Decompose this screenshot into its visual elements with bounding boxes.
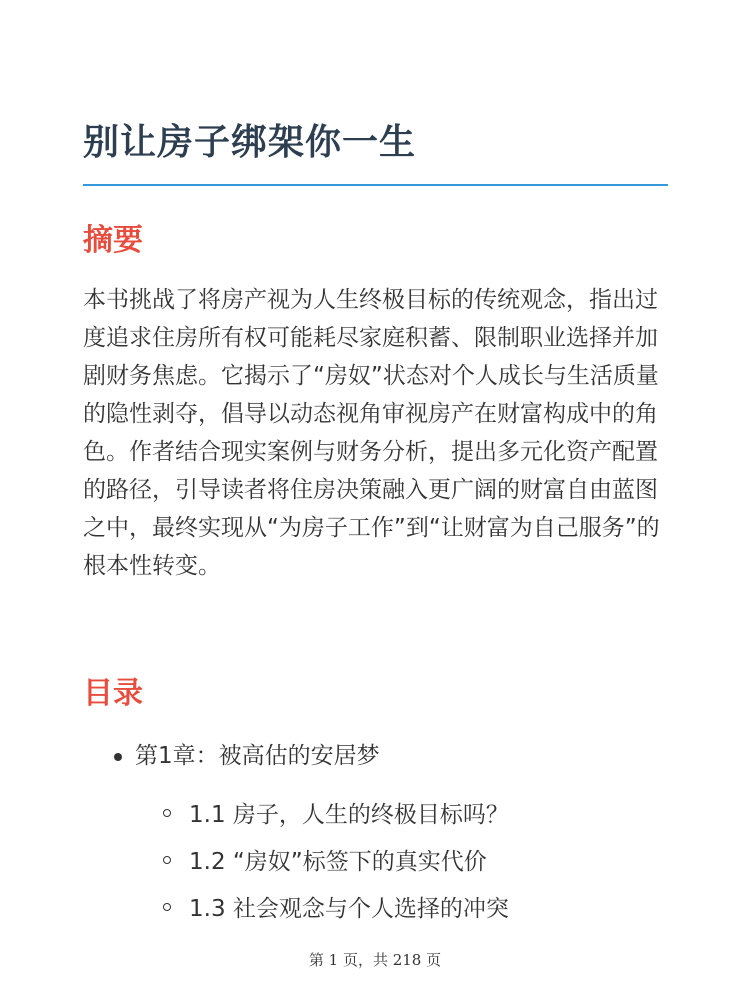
- bullet-disc-icon: [114, 753, 122, 761]
- toc-heading: 目录: [83, 676, 143, 711]
- abstract-heading: 摘要: [83, 223, 143, 258]
- page-footer: 第 1 页，共 218 页: [308, 951, 442, 969]
- abstract-text: 本书挑战了将房产视为人生终极目标的传统观念，指出过度追求住房所有权可能耗尽家庭积蓄、限制职业选择并加剧财务焦虑。它揭示了“房奴”状态对个人成长与生活质量的隐性剥夺，倡导以动态视角审视房产在财富构成中的角色。作者结合现实案例与财务分析，提出多元化资产配置的路径，引导读者将住房决策融入更广阔的财富自由蓝图之中，最终实现从“为房子工作”到“让财富为自己服务”的根本性转变。: [83, 287, 660, 579]
- title-divider: [83, 184, 668, 186]
- toc-section-label[interactable]: 1.1 房子，人生的终极目标吗？: [189, 802, 509, 828]
- toc-chapter-label[interactable]: 第1章：被高估的安居梦: [135, 743, 380, 769]
- bullet-circle-icon: [163, 809, 171, 817]
- toc-section-label[interactable]: 1.3 社会观念与个人选择的冲突: [189, 896, 509, 922]
- book-title: 别让房子绑架你一生: [83, 122, 417, 163]
- bullet-circle-icon: [163, 903, 171, 911]
- document-page: [83, 0, 668, 1000]
- toc-section-label[interactable]: 1.2 “房奴”标签下的真实代价: [189, 849, 487, 875]
- bullet-circle-icon: [163, 856, 171, 864]
